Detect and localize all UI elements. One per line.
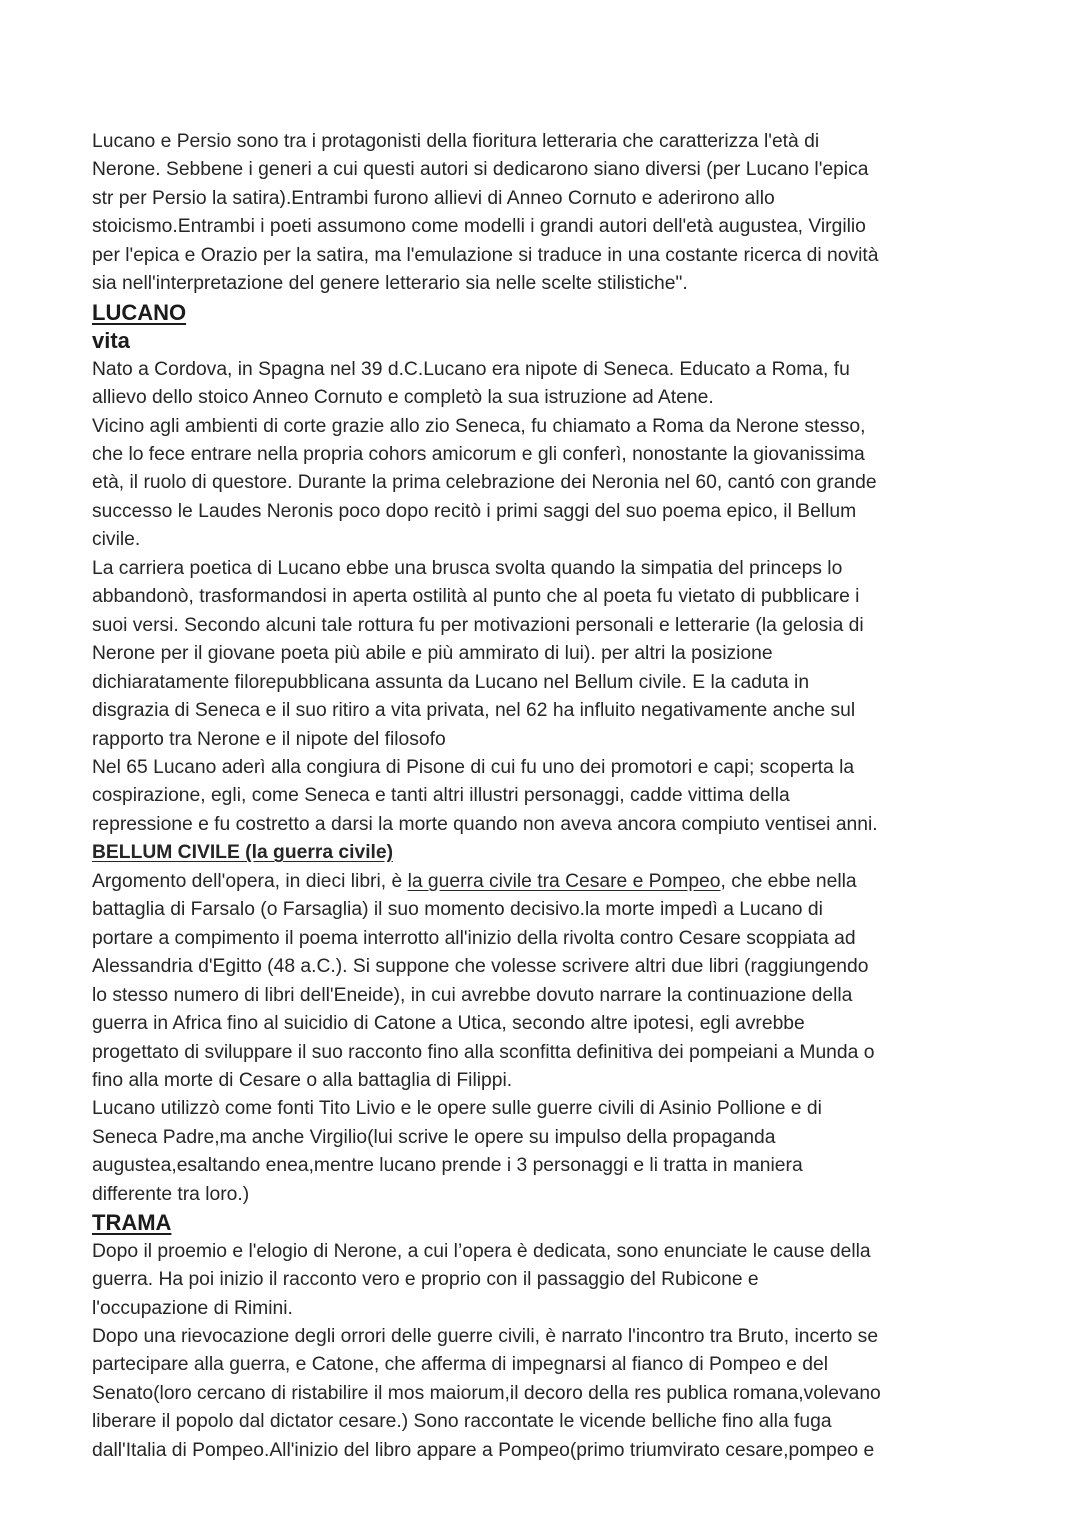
text-line: Lucano utilizzò come fonti Tito Livio e le opere sulle guerre civili di Asinio Pollione e di: [92, 1098, 822, 1120]
text-line: liberare il popolo dal dictator cesare.) Sono raccontate le vicende belliche fino alla fuga: [92, 1411, 832, 1433]
vita-section: [92, 356, 992, 840]
text-line: lo stesso numero di libri dell'Eneide), in cui avrebbe dovuto narrare la continuazione della: [92, 984, 853, 1006]
text-line: Seneca Padre,ma anche Virgilio(lui scrive le opere su impulso della propaganda: [92, 1126, 776, 1148]
heading-vita: vita: [92, 328, 130, 354]
document-page: [92, 128, 992, 1465]
text-line: Nato a Cordova, in Spagna nel 39 d.C.Lucano era nipote di Seneca. Educato a Roma, fu: [92, 358, 850, 380]
text-line: Dopo il proemio e l'elogio di Nerone, a cui l’opera è dedicata, sono enunciate le cause della: [92, 1240, 871, 1262]
text-line: Dopo una rievocazione degli orrori delle guerre civili, è narrato l'incontro tra Bruto, incerto se: [92, 1326, 879, 1348]
text-line: stoicismo.Entrambi i poeti assumono come modelli i grandi autori dell'età augustea, Virgilio: [92, 216, 866, 238]
text-segment: , che ebbe nella: [720, 870, 857, 892]
text-line: La carriera poetica di Lucano ebbe una brusca svolta quando la simpatia del princeps lo: [92, 557, 843, 579]
text-line: Vicino agli ambienti di corte grazie allo zio Seneca, fu chiamato a Roma da Nerone stesso,: [92, 415, 866, 437]
text-line: fino alla morte di Cesare o alla battaglia di Filippi.: [92, 1069, 513, 1091]
text-line: per l'epica e Orazio per la satira, ma l'emulazione si traduce in una costante ricerca di novità: [92, 244, 879, 266]
text-line: repressione e fu costretto a darsi la morte quando non aveva ancora compiuto ventisei anni.: [92, 813, 878, 835]
text-line: Nerone. Sebbene i generi a cui questi autori si dedicarono siano diversi (per Lucano l'epica: [92, 159, 869, 181]
text-line: allievo dello stoico Anneo Cornuto e completò la sua istruzione ad Atene.: [92, 387, 714, 409]
text-line: Nerone per il giovane poeta più abile e più ammirato di lui). per altri la posizione: [92, 643, 773, 665]
text-line: disgrazia di Seneca e il suo ritiro a vita privata, nel 62 ha influito negativamente anche sul: [92, 700, 856, 722]
text-line: battaglia di Farsalo (o Farsaglia) il suo momento decisivo.la morte impedì a Lucano di: [92, 899, 823, 921]
text-line: cospirazione, egli, come Seneca e tanti altri illustri personaggi, cadde vittima della: [92, 785, 790, 807]
heading-trama: TRAMA: [92, 1210, 172, 1236]
text-line: [92, 868, 992, 896]
text-line: l'occupazione di Rimini.: [92, 1297, 293, 1319]
heading-bellum-civile: BELLUM CIVILE (la guerra civile): [92, 842, 394, 864]
text-line: Senato(loro cercano di ristabilire il mos maiorum,il decoro della res publica romana,volevano: [92, 1382, 881, 1404]
bellum-section: [92, 868, 992, 1209]
underlined-phrase: la guerra civile tra Cesare e Pompeo: [407, 870, 721, 892]
text-line: portare a compimento il poema interrotto all'inizio della rivolta contro Cesare scoppiata ad: [92, 927, 856, 949]
trama-section: [92, 1238, 992, 1466]
text-line: civile.: [92, 529, 141, 551]
text-line: dall'Italia di Pompeo.All'inizio del libro appare a Pompeo(primo triumvirato cesare,pompeo e: [92, 1439, 875, 1461]
text-line: Lucano e Persio sono tra i protagonisti della fioritura letteraria che caratterizza l'età di: [92, 131, 820, 152]
text-line: guerra in Africa fino al suicidio di Catone a Utica, secondo altre ipotesi, egli avrebbe: [92, 1013, 805, 1035]
text-line: suoi versi. Secondo alcuni tale rottura fu per motivazioni personali e letterarie (la gelosia di: [92, 614, 864, 636]
text-segment: Argomento dell'opera, in dieci libri, è: [92, 870, 408, 892]
text-line: partecipare alla guerra, e Catone, che afferma di impegnarsi al fianco di Pompeo e del: [92, 1354, 828, 1376]
text-line: successo le Laudes Neronis poco dopo recitò i primi saggi del suo poema epico, il Bellum: [92, 500, 857, 522]
text-line: guerra. Ha poi inizio il racconto vero e proprio con il passaggio del Rubicone e: [92, 1269, 759, 1291]
text-line: rapporto tra Nerone e il nipote del filosofo: [92, 728, 446, 750]
text-line: Nel 65 Lucano aderì alla congiura di Pisone di cui fu uno dei promotori e capi; scoperta la: [92, 756, 855, 778]
text-line: Alessandria d'Egitto (48 a.C.). Si suppone che volesse scrivere altri due libri (raggiungendo: [92, 956, 869, 978]
heading-lucano: LUCANO: [92, 299, 187, 325]
text-line: abbandonò, trasformandosi in aperta ostilità al punto che al poeta fu vietato di pubblicare i: [92, 586, 860, 608]
text-line: che lo fece entrare nella propria cohors amicorum e gli conferì, nonostante la giovanissima: [92, 443, 865, 465]
text-line: sia nell'interpretazione del genere letterario sia nelle scelte stilistiche".: [92, 273, 688, 295]
text-line: progettato di sviluppare il suo racconto fino alla sconfitta definitiva dei pompeiani a Munda o: [92, 1041, 875, 1063]
text-line: età, il ruolo di questore. Durante la prima celebrazione dei Neronia nel 60, cantó con grande: [92, 472, 877, 494]
intro-paragraph: [92, 128, 992, 299]
text-line: augustea,esaltando enea,mentre lucano prende i 3 personaggi e li tratta in maniera: [92, 1155, 803, 1177]
text-line: dichiaratamente filorepubblicana assunta da Lucano nel Bellum civile. E la caduta in: [92, 671, 810, 693]
text-line: str per Persio la satira).Entrambi furono allievi di Anneo Cornuto e aderirono allo: [92, 187, 775, 209]
text-line: differente tra loro.): [92, 1183, 250, 1205]
